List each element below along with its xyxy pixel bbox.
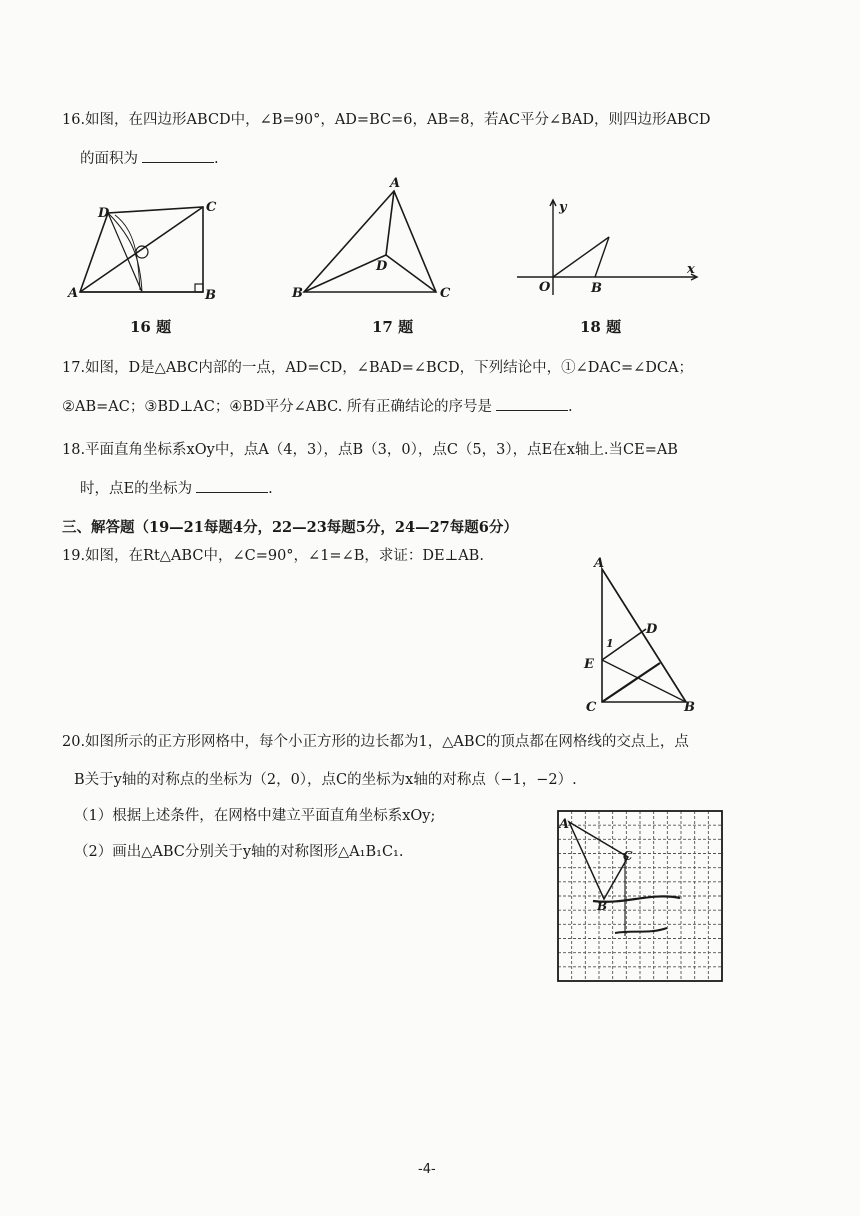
answer-blank-16[interactable] [142,148,214,163]
fig17-caption: 17 题 [372,318,414,336]
fig16-label-A: A [68,286,79,301]
fig16-caption: 16 题 [130,318,172,336]
fig17-label-A: A [390,176,401,191]
fig19-label-1: 1 [606,637,614,650]
fig17-label-D: D [376,259,388,274]
q20-sub2: （2）画出△ABC分别关于y轴的对称图形△A₁B₁C₁. [74,844,404,860]
fig20-label-A: A [559,817,570,832]
answer-blank-18[interactable] [196,478,268,493]
figure-20-grid [555,808,725,983]
fig16-label-C: C [206,200,217,215]
fig18-label-O: O [539,280,551,295]
fig16-label-D: D [98,206,110,221]
fig16-label-B: B [205,288,216,303]
section-3-heading: 三、解答题（19—21每题4分，22—23每题5分，24—27每题6分） [62,519,518,536]
fig19-label-E: E [584,657,594,672]
fig18-label-B: B [591,281,602,296]
q17-line1: 17.如图，D是△ABC内部的一点，AD=CD，∠BAD=∠BCD，下列结论中，①∠DAC=∠DCA； [62,360,693,376]
figure-18 [515,195,705,305]
fig19-label-B: B [684,700,695,715]
q18-line2: 时，点E的坐标为 . [80,478,273,499]
figure-19 [582,555,702,715]
fig18-caption: 18 题 [580,318,622,336]
fig18-label-x: x [687,262,695,277]
fig18-label-y: y [559,200,567,215]
q19-text: 19.如图，在Rt△ABC中，∠C=90°，∠1=∠B，求证：DE⊥AB. [62,548,484,564]
page-number: -4- [418,1162,436,1177]
q18-line1: 18.平面直角坐标系xOy中，点A（4，3），点B（3，0），点C（5，3），点E在x轴上.当CE=AB [62,442,678,458]
q20-sub1: （1）根据上述条件，在网格中建立平面直角坐标系xOy; [74,808,436,824]
figure-17 [290,175,460,300]
answer-blank-17[interactable] [496,396,568,411]
fig19-label-C: C [586,700,597,715]
q17-line2: ②AB=AC；③BD⊥AC；④BD平分∠ABC. 所有正确结论的序号是 . [62,396,573,417]
fig20-label-C: C [623,849,633,863]
fig19-label-D: D [646,622,658,637]
fig19-label-A: A [594,556,605,571]
fig20-label-B: B [597,899,608,913]
q16-line1: 16.如图，在四边形ABCD中，∠B=90°，AD=BC=6，AB=8，若AC平分∠BAD，则四边形ABCD [62,112,711,128]
q16-line2: 的面积为 . [80,148,219,169]
q20-line2: B关于y轴的对称点的坐标为（2，0），点C的坐标为x轴的对称点（−1，−2）. [74,772,577,788]
figure-16 [60,195,230,305]
fig17-label-B: B [292,286,303,301]
fig17-label-C: C [440,286,451,301]
q20-line1: 20.如图所示的正方形网格中，每个小正方形的边长都为1，△ABC的顶点都在网格线的交点上，点 [62,734,689,750]
